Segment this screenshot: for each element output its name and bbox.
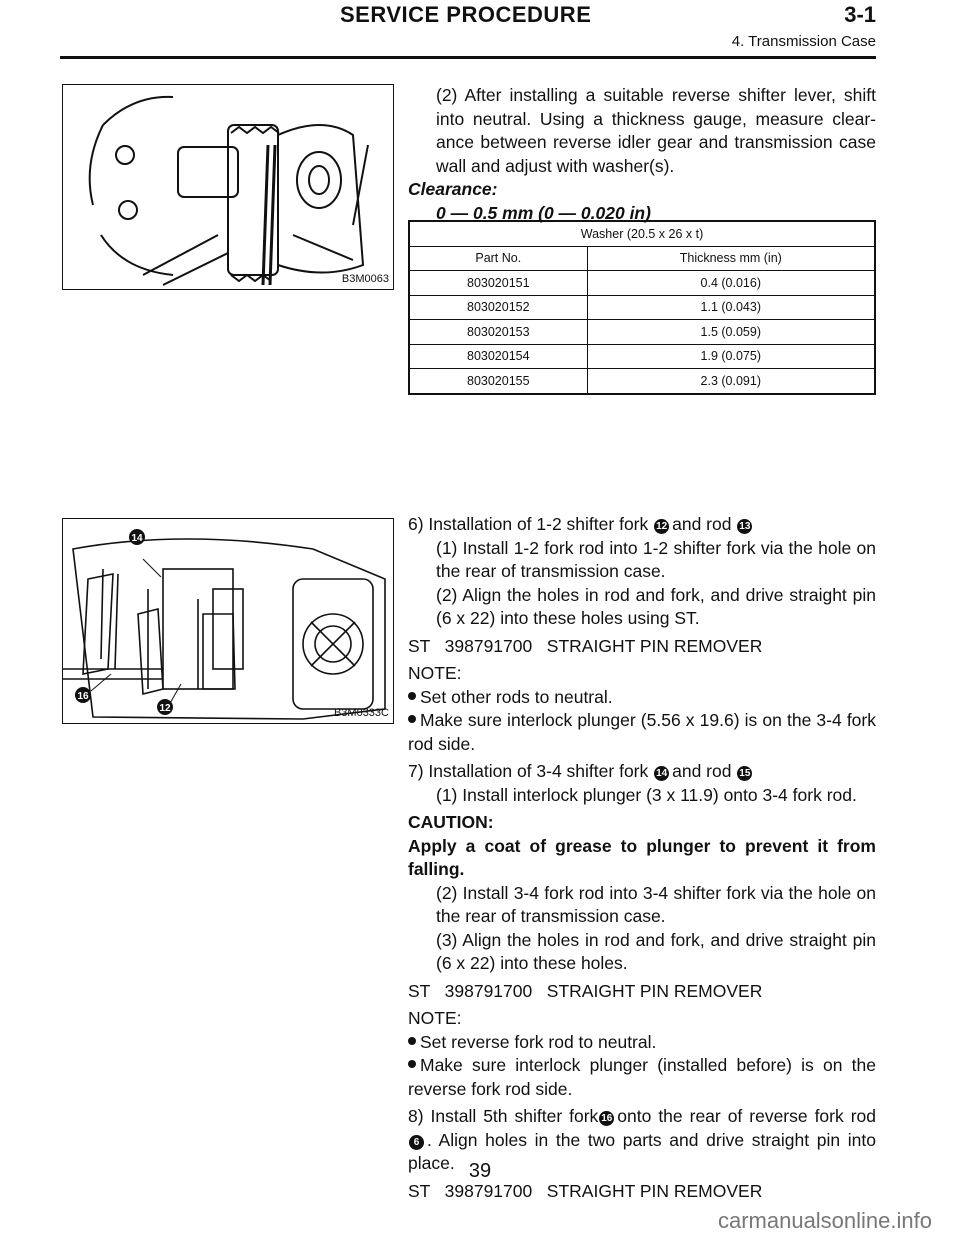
table-row [409, 320, 875, 345]
callout-number: 13 [739, 521, 751, 532]
bullet-icon [408, 692, 416, 700]
shifter-fork-illustration [63, 519, 393, 723]
table-row [409, 295, 875, 320]
callout-number: 15 [739, 768, 751, 779]
clearance-label: Clearance: [408, 179, 498, 199]
callout-number: 12 [656, 521, 668, 532]
note-item: Make sure interlock plunger (installed before) is on the reverse fork rod side. [408, 1055, 876, 1099]
shifter-fork-section [408, 513, 876, 1203]
page-number: 39 [468, 1160, 492, 1182]
note-label: NOTE: [408, 663, 462, 683]
clearance-value: 0 — 0.5 mm (0 — 0.020 in) [436, 202, 651, 223]
bullet-icon [408, 1037, 416, 1045]
step-2-text: (2) After installing a suitable reverse shifter lever, shift into neutral. Using a thickness gauge, measure clear-ance between reverse idler gear and transmission case wall and adjust with washer(s). [436, 85, 876, 176]
callout-12 [157, 699, 173, 715]
table-header-row [409, 246, 875, 271]
part-no-cell: 803020151 [409, 271, 587, 296]
caution-label: CAUTION: [408, 812, 494, 832]
table-row [409, 344, 875, 369]
reverse-idler-gear-illustration [63, 85, 393, 289]
bullet-icon [408, 1060, 416, 1068]
svg-text:14: 14 [131, 533, 143, 544]
part-no-cell: 803020153 [409, 320, 587, 345]
special-tool-line: ST 398791700 STRAIGHT PIN REMOVER [408, 1180, 763, 1201]
section-title: SERVICE PROCEDURE [340, 2, 592, 27]
callout-14 [129, 529, 145, 545]
thickness-cell: 1.9 (0.075) [587, 344, 875, 369]
thickness-cell: 1.1 (0.043) [587, 295, 875, 320]
subsection-title: 4. Transmission Case [731, 33, 876, 50]
note-item: Set reverse fork rod to neutral. [408, 1031, 876, 1055]
note-item: Make sure interlock plunger (5.56 x 19.6) is on the 3-4 fork rod side. [408, 710, 876, 754]
table-title: Washer (20.5 x 26 x t) [409, 221, 875, 246]
step-8-text: 8) Install 5th shifter fork 16 onto the rear of reverse fork rod 6 . Align holes in the two parts and drive straight pin into place. [408, 1106, 876, 1173]
callout-number: 14 [656, 768, 668, 779]
section-code: 3-1 [844, 2, 876, 27]
header-rule [60, 56, 876, 59]
step-7-heading: 7) Installation of 3-4 shifter fork 14 and rod 15 [408, 761, 751, 781]
step-7-2: (2) Install 3-4 fork rod into 3-4 shifter fork via the hole on the rear of transmission case. [436, 882, 876, 926]
figure-shifter-forks [62, 518, 394, 724]
thickness-cell: 0.4 (0.016) [587, 271, 875, 296]
special-tool-line: ST 398791700 STRAIGHT PIN REMOVER [408, 980, 763, 1001]
part-no-cell: 803020155 [409, 369, 587, 394]
washer-table [408, 220, 876, 395]
table-row [409, 271, 875, 296]
part-no-cell: 803020152 [409, 295, 587, 320]
column-header: Thickness mm (in) [587, 246, 875, 271]
svg-text:12: 12 [159, 703, 171, 714]
step-6-heading: 6) Installation of 1-2 shifter fork 12 and rod 13 [408, 514, 751, 534]
bullet-icon [408, 715, 416, 723]
thickness-cell: 1.5 (0.059) [587, 320, 875, 345]
svg-text:16: 16 [77, 691, 89, 702]
figure-id: B3M0333C [333, 707, 389, 719]
column-header: Part No. [409, 246, 587, 271]
step-7-3: (3) Align the holes in rod and fork, and drive straight pin (6 x 22) into these holes. [436, 929, 876, 973]
special-tool-line: ST 398791700 STRAIGHT PIN REMOVER [408, 635, 763, 656]
figure-id: B3M0063 [341, 273, 389, 285]
clearance-section [408, 84, 876, 225]
step-6-2: (2) Align the holes in rod and fork, and drive straight pin (6 x 22) into these holes using ST. [436, 584, 876, 628]
callout-number: 16 [601, 1113, 613, 1124]
step-7-1: (1) Install interlock plunger (3 x 11.9) onto 3-4 fork rod. [436, 784, 857, 805]
part-no-cell: 803020154 [409, 344, 587, 369]
step-6-1: (1) Install 1-2 fork rod into 1-2 shifter fork via the hole on the rear of transmission case. [436, 537, 876, 581]
caution-text: Apply a coat of grease to plunger to prevent it from falling. [408, 835, 876, 879]
callout-number: 6 [409, 1135, 424, 1150]
note-label: NOTE: [408, 1008, 462, 1028]
table-title-row [409, 221, 875, 246]
figure-reverse-idler-gear [62, 84, 394, 290]
table-row [409, 369, 875, 394]
thickness-cell: 2.3 (0.091) [587, 369, 875, 394]
watermark: carmanualsonline.info [717, 1208, 932, 1233]
note-item: Set other rods to neutral. [408, 686, 876, 710]
callout-16 [75, 687, 91, 703]
